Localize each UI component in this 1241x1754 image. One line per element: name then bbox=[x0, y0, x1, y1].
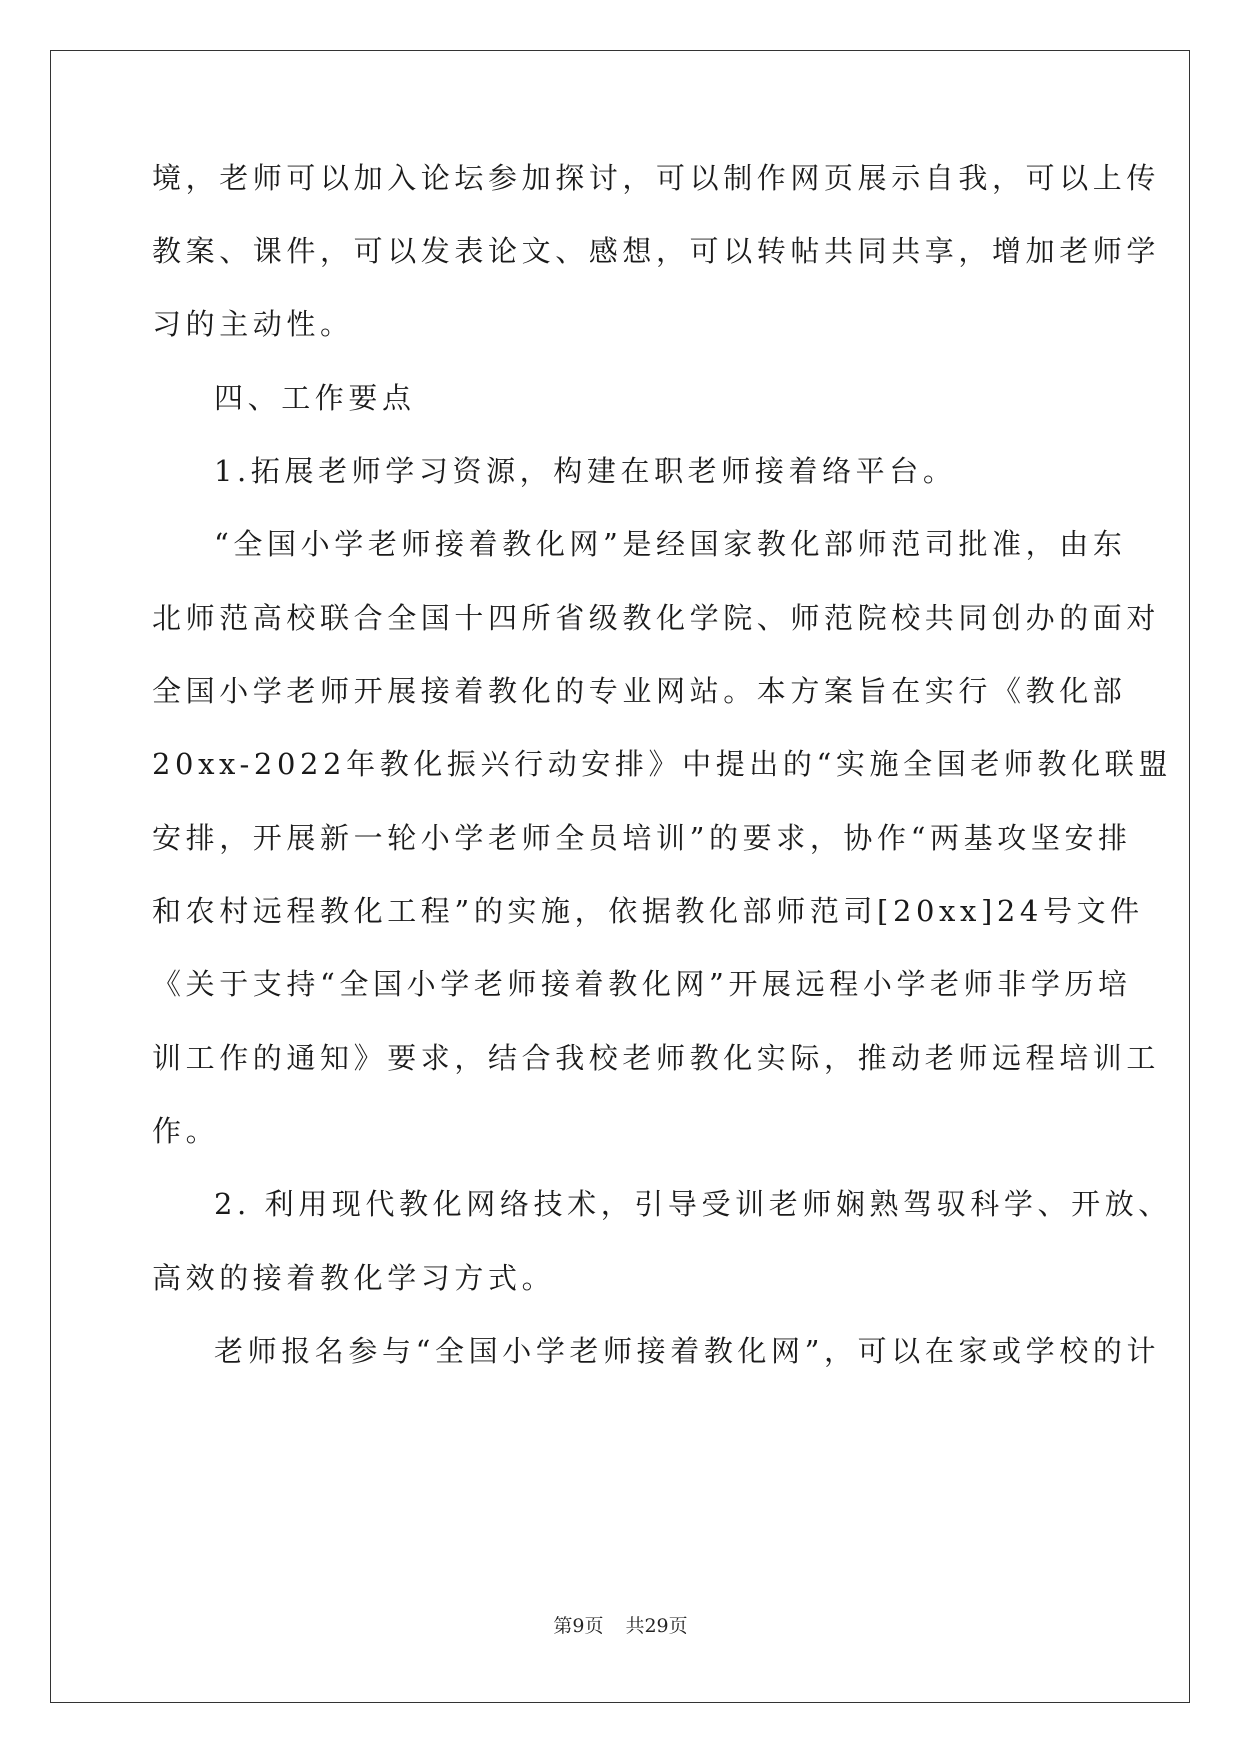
text-line: 和农村远程教化工程”的实施，依据教化部师范司[20xx]24号文件 bbox=[152, 894, 1144, 928]
text-line: 20xx-2022年教化振兴行动安排》中提出的“实施全国老师教化联盟 bbox=[152, 747, 1172, 781]
text-line: 1.拓展老师学习资源，构建在职老师接着络平台。 bbox=[214, 454, 957, 488]
text-line: 高效的接着教化学习方式。 bbox=[152, 1261, 556, 1295]
text-line: 训工作的通知》要求，结合我校老师教化实际，推动老师远程培训工 bbox=[152, 1041, 1161, 1075]
text-line: 安排，开展新一轮小学老师全员培训”的要求，协作“两基攻坚安排 bbox=[152, 821, 1132, 855]
text-line: 习的主动性。 bbox=[152, 307, 354, 341]
text-line: 境，老师可以加入论坛参加探讨，可以制作网页展示自我，可以上传 bbox=[152, 161, 1161, 195]
page-number: 第9页 bbox=[553, 1615, 604, 1637]
text-line: 作。 bbox=[152, 1114, 220, 1148]
text-line: 全国小学老师开展接着教化的专业网站。本方案旨在实行《教化部 bbox=[152, 674, 1127, 708]
text-line: 北师范高校联合全国十四所省级教化学院、师范院校共同创办的面对 bbox=[152, 601, 1161, 635]
text-line: 2. 利用现代教化网络技术，引导受训老师娴熟驾驭科学、开放、 bbox=[214, 1187, 1172, 1221]
text-line: 《关于支持“全国小学老师接着教化网”开展远程小学老师非学历培 bbox=[152, 967, 1132, 1001]
page-border bbox=[50, 50, 1190, 1703]
page-footer bbox=[0, 1614, 1241, 1638]
text-line: “全国小学老师接着教化网”是经国家教化部师范司批准，由东 bbox=[214, 527, 1127, 561]
page-total: 共29页 bbox=[625, 1615, 688, 1637]
text-line: 教案、课件，可以发表论文、感想，可以转帖共同共享，增加老师学 bbox=[152, 234, 1161, 268]
section-heading: 四、工作要点 bbox=[214, 381, 416, 415]
text-line: 老师报名参与“全国小学老师接着教化网”，可以在家或学校的计 bbox=[214, 1334, 1161, 1368]
